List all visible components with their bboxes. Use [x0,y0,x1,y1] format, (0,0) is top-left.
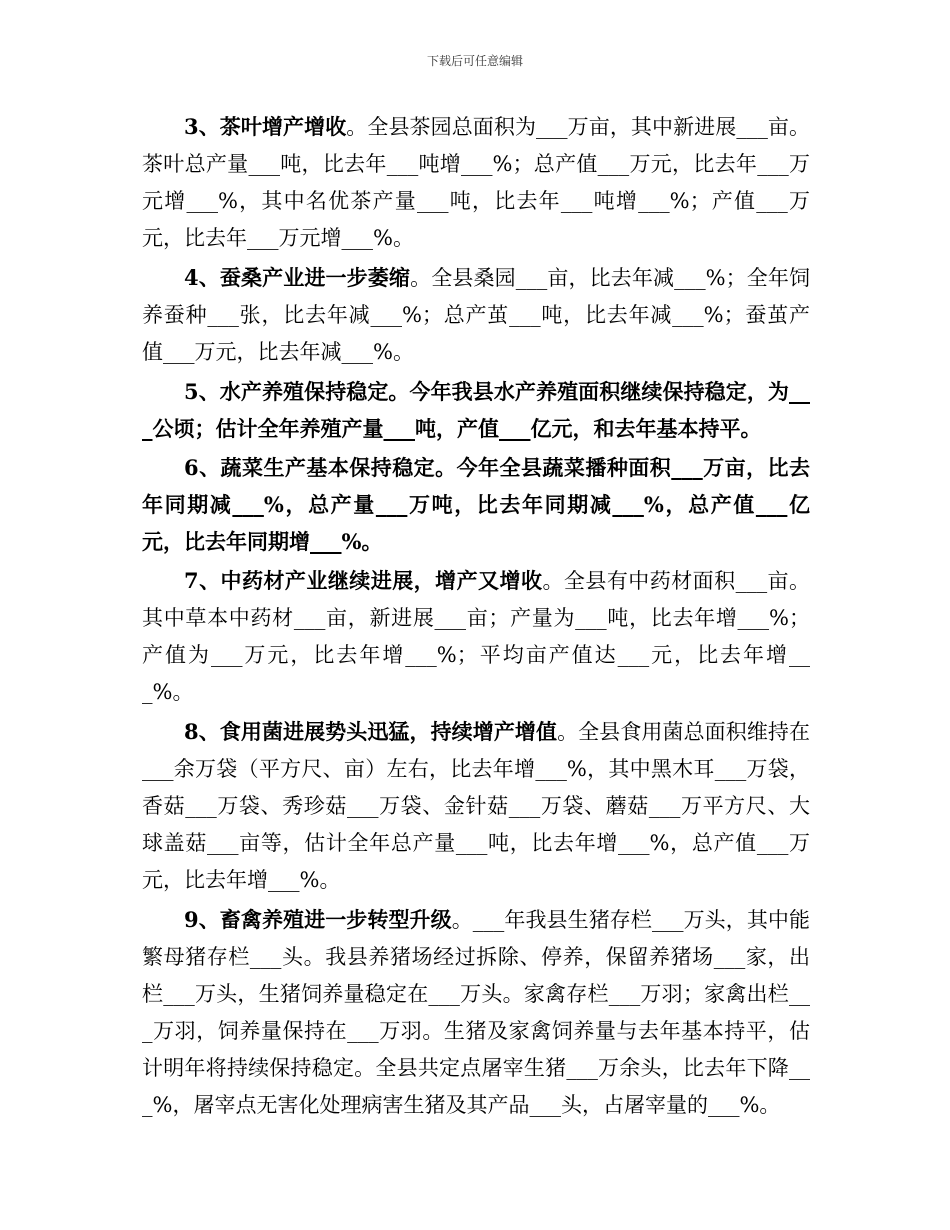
paragraph-aquaculture: 5、水产养殖保持稳定。今年我县水产养殖面积继续保持稳定，为___公顷；估计全年养殖产量___吨，产值___亿元，和去年基本持平。 [142,379,810,441]
document-body [142,108,810,1126]
paragraph-heading: 9、畜禽养殖进一步转型升级 [184,907,452,932]
paragraph-heading: 8、食用菌进展势头迅猛，持续增产增值 [184,719,558,744]
paragraph-text: 。全县茶园总面积为___万亩，其中新进展___亩。茶叶总产量___吨，比去年___吨增___%；总产值___万元，比去年___万元增___%，其中名优茶产量___吨，比去年___吨增___%；产值___万元，比去年___万元增___%。 [142,115,810,250]
paragraph-herbal-medicine [142,562,810,711]
paragraph-text: 。全县食用菌总面积维持在___余万袋（平方尺、亩）左右，比去年增___%，其中黑木耳___万袋，香菇___万袋、秀珍菇___万袋、金针菇___万袋、蘑菇___万平方尺、大球盖菇___亩等，估计全年总产量___吨，比去年增___%，总产值___万元，比去年增___%。 [142,720,810,892]
paragraph-livestock [142,901,810,1124]
paragraph-text: 。___年我县生猪存栏___万头，其中能繁母猪存栏___头。我县养猪场经过拆除、停养，保留养猪场___家，出栏___万头，生猪饲养量稳定在___万头。家禽存栏___万羽；家禽出栏___万羽，饲养量保持在___万羽。生猪及家禽饲养量与去年基本持平，估计明年将持续保持稳定。全县共定点屠宰生猪___万余头，比去年下降___%，屠宰点无害化处理病害生猪及其产品___头，占屠宰量的___%。 [142,908,810,1117]
paragraph-edible-fungi [142,713,810,899]
paragraph-heading: 4、蚕桑产业进一步萎缩 [184,265,411,290]
paragraph-vegetables: 6、蔬菜生产基本保持稳定。今年全县蔬菜播种面积___万亩，比去年同期减___%，总产量___万吨，比去年同期减___%，总产值___亿元，比去年同期增___%。 [142,455,810,554]
page-header: 下载后可任意编辑 [426,54,523,68]
paragraph-tea [142,108,810,257]
paragraph-text: 。全县桑园___亩，比去年减___%；全年饲养蚕种___张，比去年减___%；总产茧___吨，比去年减___%；蚕茧产值___万元，比去年减___%。 [142,266,810,364]
paragraph-heading: 3、茶叶增产增收 [184,114,347,139]
paragraph-text: 。全县有中药材面积___亩。其中草本中药材___亩，新进展___亩；产量为___吨，比去年增___%；产值为___万元，比去年增___%；平均亩产值达___元，比去年增___%。 [142,569,810,704]
paragraph-sericulture [142,259,810,371]
paragraph-heading: 7、中药材产业继续进展，增产又增收 [184,568,543,593]
